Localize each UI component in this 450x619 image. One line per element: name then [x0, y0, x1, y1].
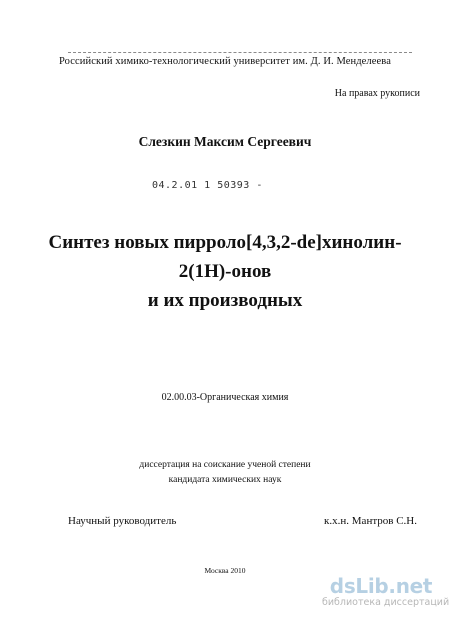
header-divider: [68, 52, 412, 53]
title-line-2: 2(1Н)-онов: [178, 261, 272, 282]
author-name: Слезкин Максим Сергеевич: [138, 134, 312, 149]
degree-line-2: кандидата химических наук: [168, 475, 282, 485]
advisor-name: к.х.н. Мантров С.Н.: [324, 515, 417, 527]
watermark-tagline: библиотека диссертаций: [322, 597, 450, 608]
degree-line-1: диссертация на соискание ученой степени: [139, 460, 311, 470]
city-year: Москва 2010: [204, 566, 246, 575]
university-name: Российский химико-технологический университет им. Д. И. Менделеева: [59, 56, 391, 67]
dissertation-title: [0, 228, 450, 315]
registry-stamp: 04.2.01 1 50393 -: [152, 180, 263, 191]
specialty-code: 02.00.03-Органическая химия: [161, 392, 289, 403]
site-watermark[interactable]: [322, 574, 450, 609]
manuscript-note: На правах рукописи: [334, 88, 420, 99]
title-line-3: и их производных: [147, 290, 303, 311]
advisor-label: Научный руководитель: [68, 515, 177, 527]
watermark-brand: dsLib.net: [329, 574, 433, 598]
title-line-1: Синтез новых пирроло[4,3,2-de]хинолин-: [48, 232, 402, 253]
degree-statement: [0, 458, 450, 488]
